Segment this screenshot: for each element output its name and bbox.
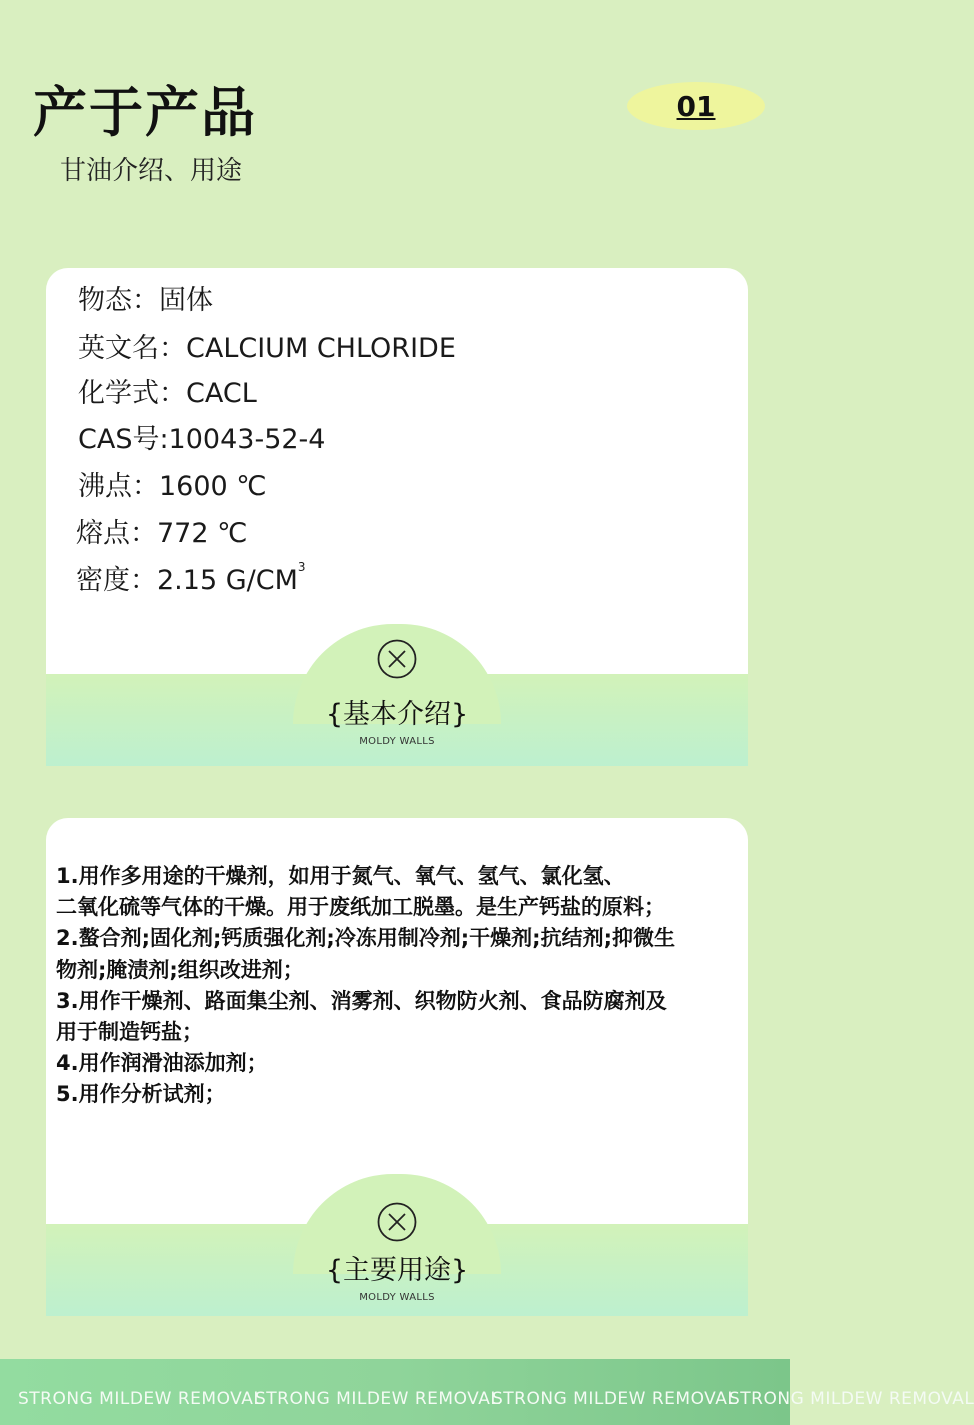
use-line: 二氧化硫等气体的干燥。用于废纸加工脱墨。是生产钙盐的原料； (56, 895, 665, 920)
basic-info-card (46, 268, 748, 766)
close-circle-icon (377, 1202, 417, 1242)
info-row-english-name: 英文名：CALCIUM CHLORIDE (78, 333, 456, 364)
main-uses-card (46, 818, 748, 1316)
use-line: 2.螯合剂;固化剂;钙质强化剂;冷冻用制冷剂;干燥剂;抗结剂;抑微生 (56, 926, 675, 951)
use-line: 5.用作分析试剂； (56, 1082, 226, 1107)
uses-text-block (56, 861, 746, 1111)
density-superscript: 3 (297, 560, 306, 574)
info-row-density (76, 558, 306, 597)
section-title-uses: {主要用途} (325, 1255, 469, 1286)
density-text: 密度：2.15 G/CM (76, 565, 298, 596)
use-line: 用于制造钙盐； (56, 1020, 203, 1045)
banner-text: STRONG MILDEW REMOVAL (255, 1389, 501, 1409)
section-title-basic: {基本介绍} (325, 699, 469, 730)
page-title: 产于产品 (33, 81, 257, 144)
banner-text: STRONG MILDEW REMOVAL (729, 1389, 974, 1409)
page-number: 01 (676, 89, 716, 123)
banner-text: STRONG MILDEW REMOVAL (18, 1389, 264, 1409)
info-row-state: 物态：固体 (78, 285, 213, 316)
use-line: 1.用作多用途的干燥剂，如用于氮气、氧气、氢气、氯化氢、 (56, 864, 625, 888)
info-row-melting-point: 熔点：772 ℃ (76, 518, 248, 549)
info-row-formula: 化学式：CACL (78, 378, 257, 409)
page-number-badge (627, 82, 765, 130)
use-line: 3.用作干燥剂、路面集尘剂、消雾剂、织物防火剂、食品防腐剂及 (56, 988, 667, 1013)
use-line: 4.用作润滑油添加剂； (56, 1051, 268, 1076)
bottom-banner (0, 1359, 974, 1425)
section-subtitle-basic: MOLDY WALLS (359, 736, 435, 747)
info-row-boiling-point: 沸点：1600 ℃ (78, 471, 267, 502)
section-subtitle-uses: MOLDY WALLS (359, 1292, 435, 1303)
use-line: 物剂;腌渍剂;组织改进剂； (56, 957, 304, 982)
banner-text: STRONG MILDEW REMOVAL (492, 1389, 738, 1409)
page-subtitle: 甘油介绍、用途 (60, 156, 243, 186)
close-circle-icon (377, 639, 417, 679)
info-row-cas: CAS号:10043-52-4 (78, 424, 326, 455)
